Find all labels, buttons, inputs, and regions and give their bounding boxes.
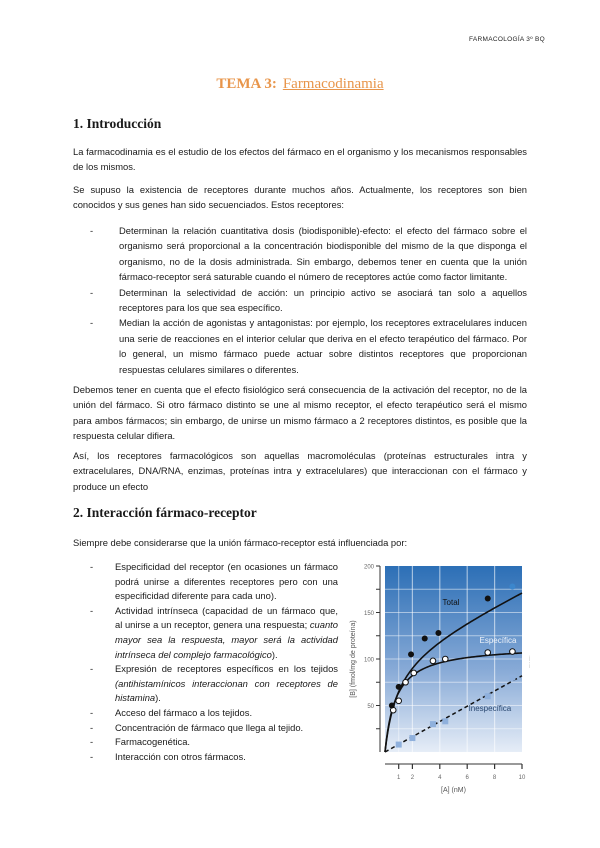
- list-item: - Determinan la relación cuantitativa dosis (biodisponible)-efecto: el efecto del fármaco sobre el organismo será proporcional a la concentración biodisponible del mismo de la que disponga el organismo, no de la dosis administrada. Sin embargo, debemos tener en cuenta que la unión fármaco-receptor será saturable cuando el número de receptores actúe como factor limitante.: [90, 225, 527, 283]
- specific-point: [396, 698, 402, 704]
- y-axis-label: [B] (fmol/mg de proteína): [350, 620, 357, 698]
- total-point: [408, 651, 414, 657]
- section-heading-introduccion: 1. Introducción: [73, 116, 162, 131]
- x-tick-label: 2: [410, 775, 415, 781]
- list-item: - Actividad intrínseca (capacidad de un fármaco que, al unirse a un receptor, genera una respuesta; cuanto mayor sea la respuesta, mayor será la actividad intrínseca del complejo farmacológico).: [90, 604, 338, 660]
- bullet-dash: -: [90, 736, 94, 748]
- total-point: [389, 703, 395, 709]
- total-point: [422, 636, 428, 642]
- x-axis-label: [A] (nM): [441, 787, 466, 794]
- nonspecific-point: [430, 721, 436, 727]
- list-item: - Interacción con otros fármacos.: [90, 750, 338, 765]
- specific-point: [442, 656, 448, 662]
- document-title: [0, 76, 600, 93]
- bullet-dash: -: [90, 286, 94, 298]
- series-label: Específica: [479, 636, 517, 646]
- specific-point: [403, 679, 409, 685]
- x-tick-label: 10: [518, 775, 526, 781]
- bullet-dash: -: [90, 750, 94, 762]
- title-prefix: TEMA 3:: [216, 76, 277, 92]
- y-tick-label: 100: [363, 657, 374, 664]
- nonspecific-point: [396, 742, 402, 748]
- nonspecific-point: [409, 735, 415, 741]
- intro-paragraph-1: La farmacodinamia es el estudio de los efectos del fármaco en el organismo y los mecanismos responsables de los mismos.: [73, 146, 527, 173]
- closing-paragraph-2: Así, los receptores farmacológicos son aquellas macromoléculas (proteínas estructurales intra y extracelulares, DNA/RNA, enzimas, proteínas intra y extracelulares) que interaccionan con el fármaco y produce un efecto: [73, 450, 527, 492]
- list-item: - Especificidad del receptor (en ocasiones un fármaco podrá unirse a diferentes receptores pero con una especificidad diferente para cada uno).: [90, 561, 338, 602]
- highlight-point: [509, 583, 515, 589]
- interaction-bullet-list: [90, 560, 338, 764]
- bullet-dash: -: [90, 561, 94, 572]
- bullet-dash: -: [90, 317, 94, 329]
- nonspecific-point: [509, 675, 515, 681]
- bullet-dash: -: [90, 663, 94, 675]
- specific-point: [430, 658, 436, 664]
- list-item: - Determinan la selectividad de acción: un principio activo se asociará tan solo a aquellos receptores para los que sea específico.: [90, 286, 527, 314]
- list-item: - Acceso del fármaco a los tejidos.: [90, 706, 338, 721]
- interaction-intro: Siempre debe considerarse que la unión fármaco-receptor está influenciada por:: [73, 537, 408, 548]
- specific-point: [485, 650, 491, 656]
- x-tick-label: 6: [465, 775, 469, 781]
- side-label: ····· ·····: [527, 655, 531, 669]
- bullet-dash: -: [90, 604, 94, 616]
- list-item: - Farmacogenética.: [90, 735, 338, 750]
- total-point: [396, 684, 402, 690]
- y-tick-label: 150: [363, 611, 374, 617]
- y-tick-label: 200: [363, 564, 374, 571]
- series-label: Inespecífica: [468, 704, 512, 714]
- x-tick-label: 8: [492, 775, 497, 781]
- closing-paragraph-1: Debemos tener en cuenta que el efecto fisiológico será consecuencia de la activación del receptor, no de la unión del fármaco. Si otro fármaco distinto se une al mismo receptor, el efecto terapéutico será el mismo para ambos fármacos; sin embargo, de unirse un mismo fármaco a 2 receptores distintos, es posible que la respuesta celular difiera.: [73, 384, 527, 442]
- total-point: [485, 596, 491, 602]
- list-item: - Expresión de receptores específicos en los tejidos (antihistamínicos interaccionan con receptores de histamina).: [90, 663, 338, 704]
- series-label: Total: [442, 598, 460, 608]
- nonspecific-point: [442, 718, 448, 724]
- receptor-bullet-list: [90, 223, 527, 377]
- binding-curve-svg: [340, 556, 540, 796]
- list-item: - Median la acción de agonistas y antagonistas: por ejemplo, los receptores extracelulares inducen una serie de reacciones en el interior celular que deriva en el efecto terapéutico del fármaco. Por lo general, un mismo fármaco puede actuar sobre distintos receptores que proporcionan respuestas celulares similares o diferentes.: [90, 317, 527, 375]
- binding-curve-chart: [340, 556, 540, 796]
- nonspecific-point: [485, 693, 491, 699]
- page-header-course: FARMACOLOGÍA 3º BQ: [468, 36, 545, 43]
- section-heading-interaccion: 2. Interacción fármaco-receptor: [73, 505, 257, 520]
- total-point: [435, 630, 441, 636]
- specific-point: [411, 670, 417, 676]
- x-tick-label: 4: [438, 775, 442, 781]
- intro-paragraph-2: Se supuso la existencia de receptores durante muchos años. Actualmente, los receptores son bien conocidos y sus genes han sido secuenciados. Estos receptores:: [73, 184, 527, 211]
- bullet-dash: -: [90, 721, 94, 733]
- list-item: - Concentración de fármaco que llega al tejido.: [90, 721, 338, 736]
- y-tick-label: 50: [367, 704, 374, 710]
- bullet-dash: -: [90, 225, 94, 236]
- specific-point: [510, 649, 516, 655]
- x-tick-label: 1: [397, 775, 401, 781]
- bullet-dash: -: [90, 706, 94, 718]
- title-topic: Farmacodinamia: [282, 76, 384, 92]
